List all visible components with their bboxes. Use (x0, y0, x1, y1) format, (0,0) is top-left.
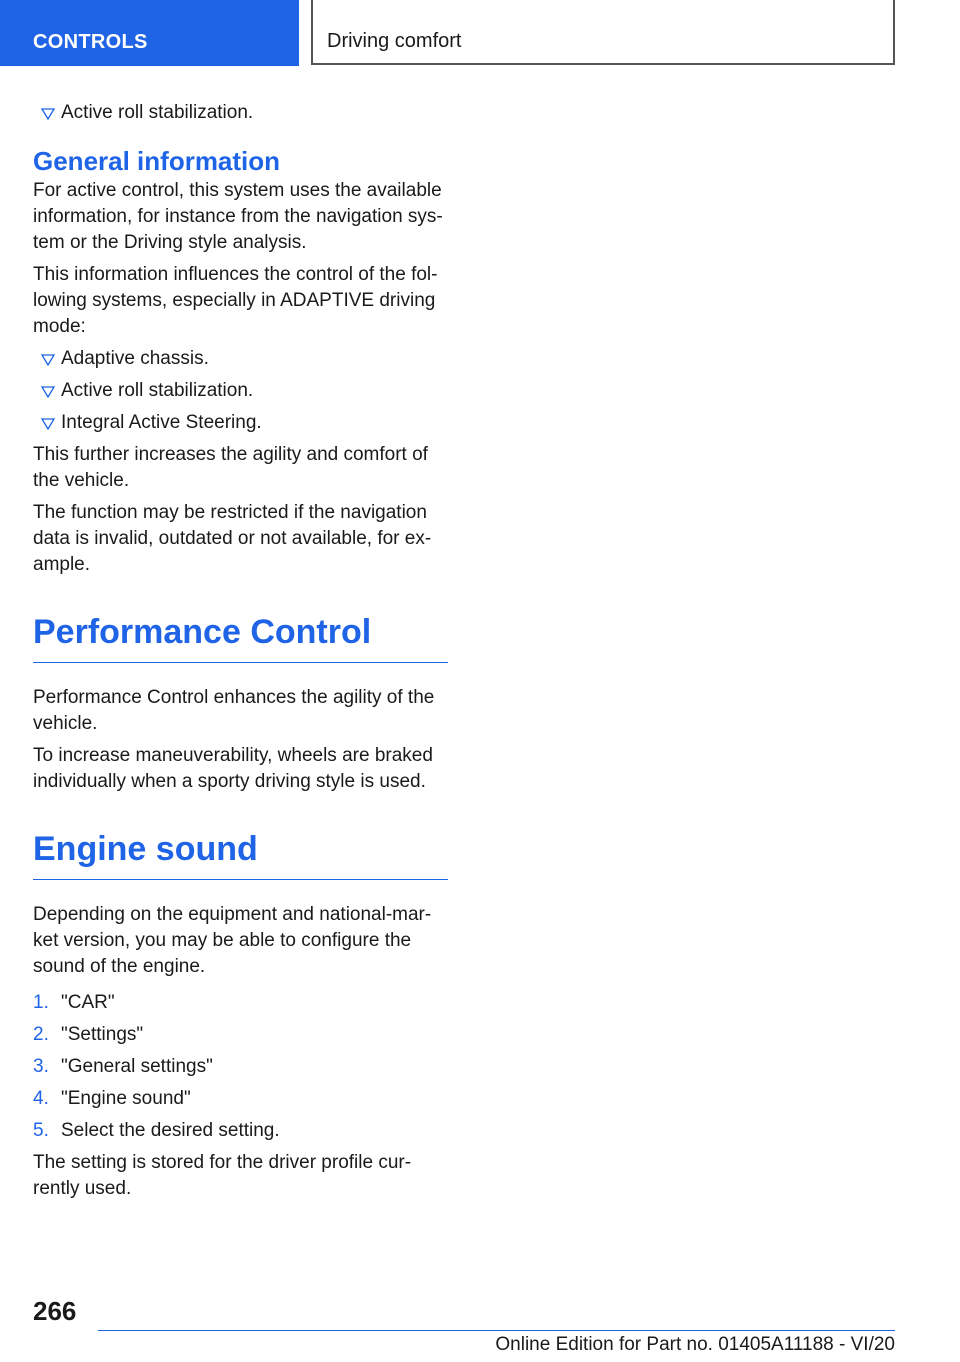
paragraph: This information influences the control of the fol-lowing systems, especially in ADAPTIVE driving mode: (33, 264, 438, 337)
paragraph: Performance Control enhances the agility of the vehicle. (33, 687, 435, 734)
page-number: 266 (33, 1296, 77, 1326)
step-number: 5. (33, 1120, 49, 1141)
paragraph: The function may be restricted if the navigation data is invalid, outdated or not available, for ex-ample. (33, 502, 432, 575)
step-text: "General settings" (61, 1056, 213, 1077)
section-tab: CONTROLS (0, 0, 299, 66)
paragraph: For active control, this system uses the available information, for instance from the navigation sys-tem or the Driving style analysis. (33, 180, 443, 253)
bullet-text: Adaptive chassis. (61, 348, 209, 369)
list-item (33, 378, 448, 404)
chapter-title: Driving comfort (311, 0, 895, 65)
list-item (33, 410, 448, 436)
main-content (33, 100, 448, 1208)
edition-note: Online Edition for Part no. 01405A11188 - VI/20 (495, 1334, 895, 1355)
step-text: Select the desired setting. (61, 1120, 280, 1141)
step-text: "Settings" (61, 1024, 144, 1045)
list-item (33, 100, 448, 126)
bullet-text: Active roll stabilization. (61, 380, 254, 401)
step-number: 2. (33, 1024, 49, 1045)
paragraph: The setting is stored for the driver profile cur-rently used. (33, 1152, 412, 1199)
step-number: 4. (33, 1088, 49, 1109)
list-item (33, 1118, 448, 1144)
list-item (33, 1054, 448, 1080)
paragraph: This further increases the agility and comfort of the vehicle. (33, 444, 428, 491)
chapter-heading-engine-sound: Engine sound (33, 829, 448, 880)
footer-divider (98, 1330, 895, 1331)
chapter-heading-performance-control: Performance Control (33, 612, 448, 663)
list-item (33, 1086, 448, 1112)
list-item (33, 990, 448, 1016)
list-item (33, 1022, 448, 1048)
paragraph: To increase maneuverability, wheels are braked individually when a sporty driving style is used. (33, 745, 433, 792)
section-heading-general-information: General information (33, 146, 281, 176)
step-text: "CAR" (61, 992, 115, 1013)
paragraph: Depending on the equipment and national-mar-ket version, you may be able to configure the sound of the engine. (33, 904, 432, 977)
bullet-text: Active roll stabilization. (61, 102, 254, 123)
step-number: 1. (33, 992, 49, 1013)
step-text: "Engine sound" (61, 1088, 191, 1109)
bullet-text: Integral Active Steering. (61, 412, 262, 433)
step-number: 3. (33, 1056, 49, 1077)
list-item (33, 346, 448, 372)
page-header (0, 0, 960, 66)
